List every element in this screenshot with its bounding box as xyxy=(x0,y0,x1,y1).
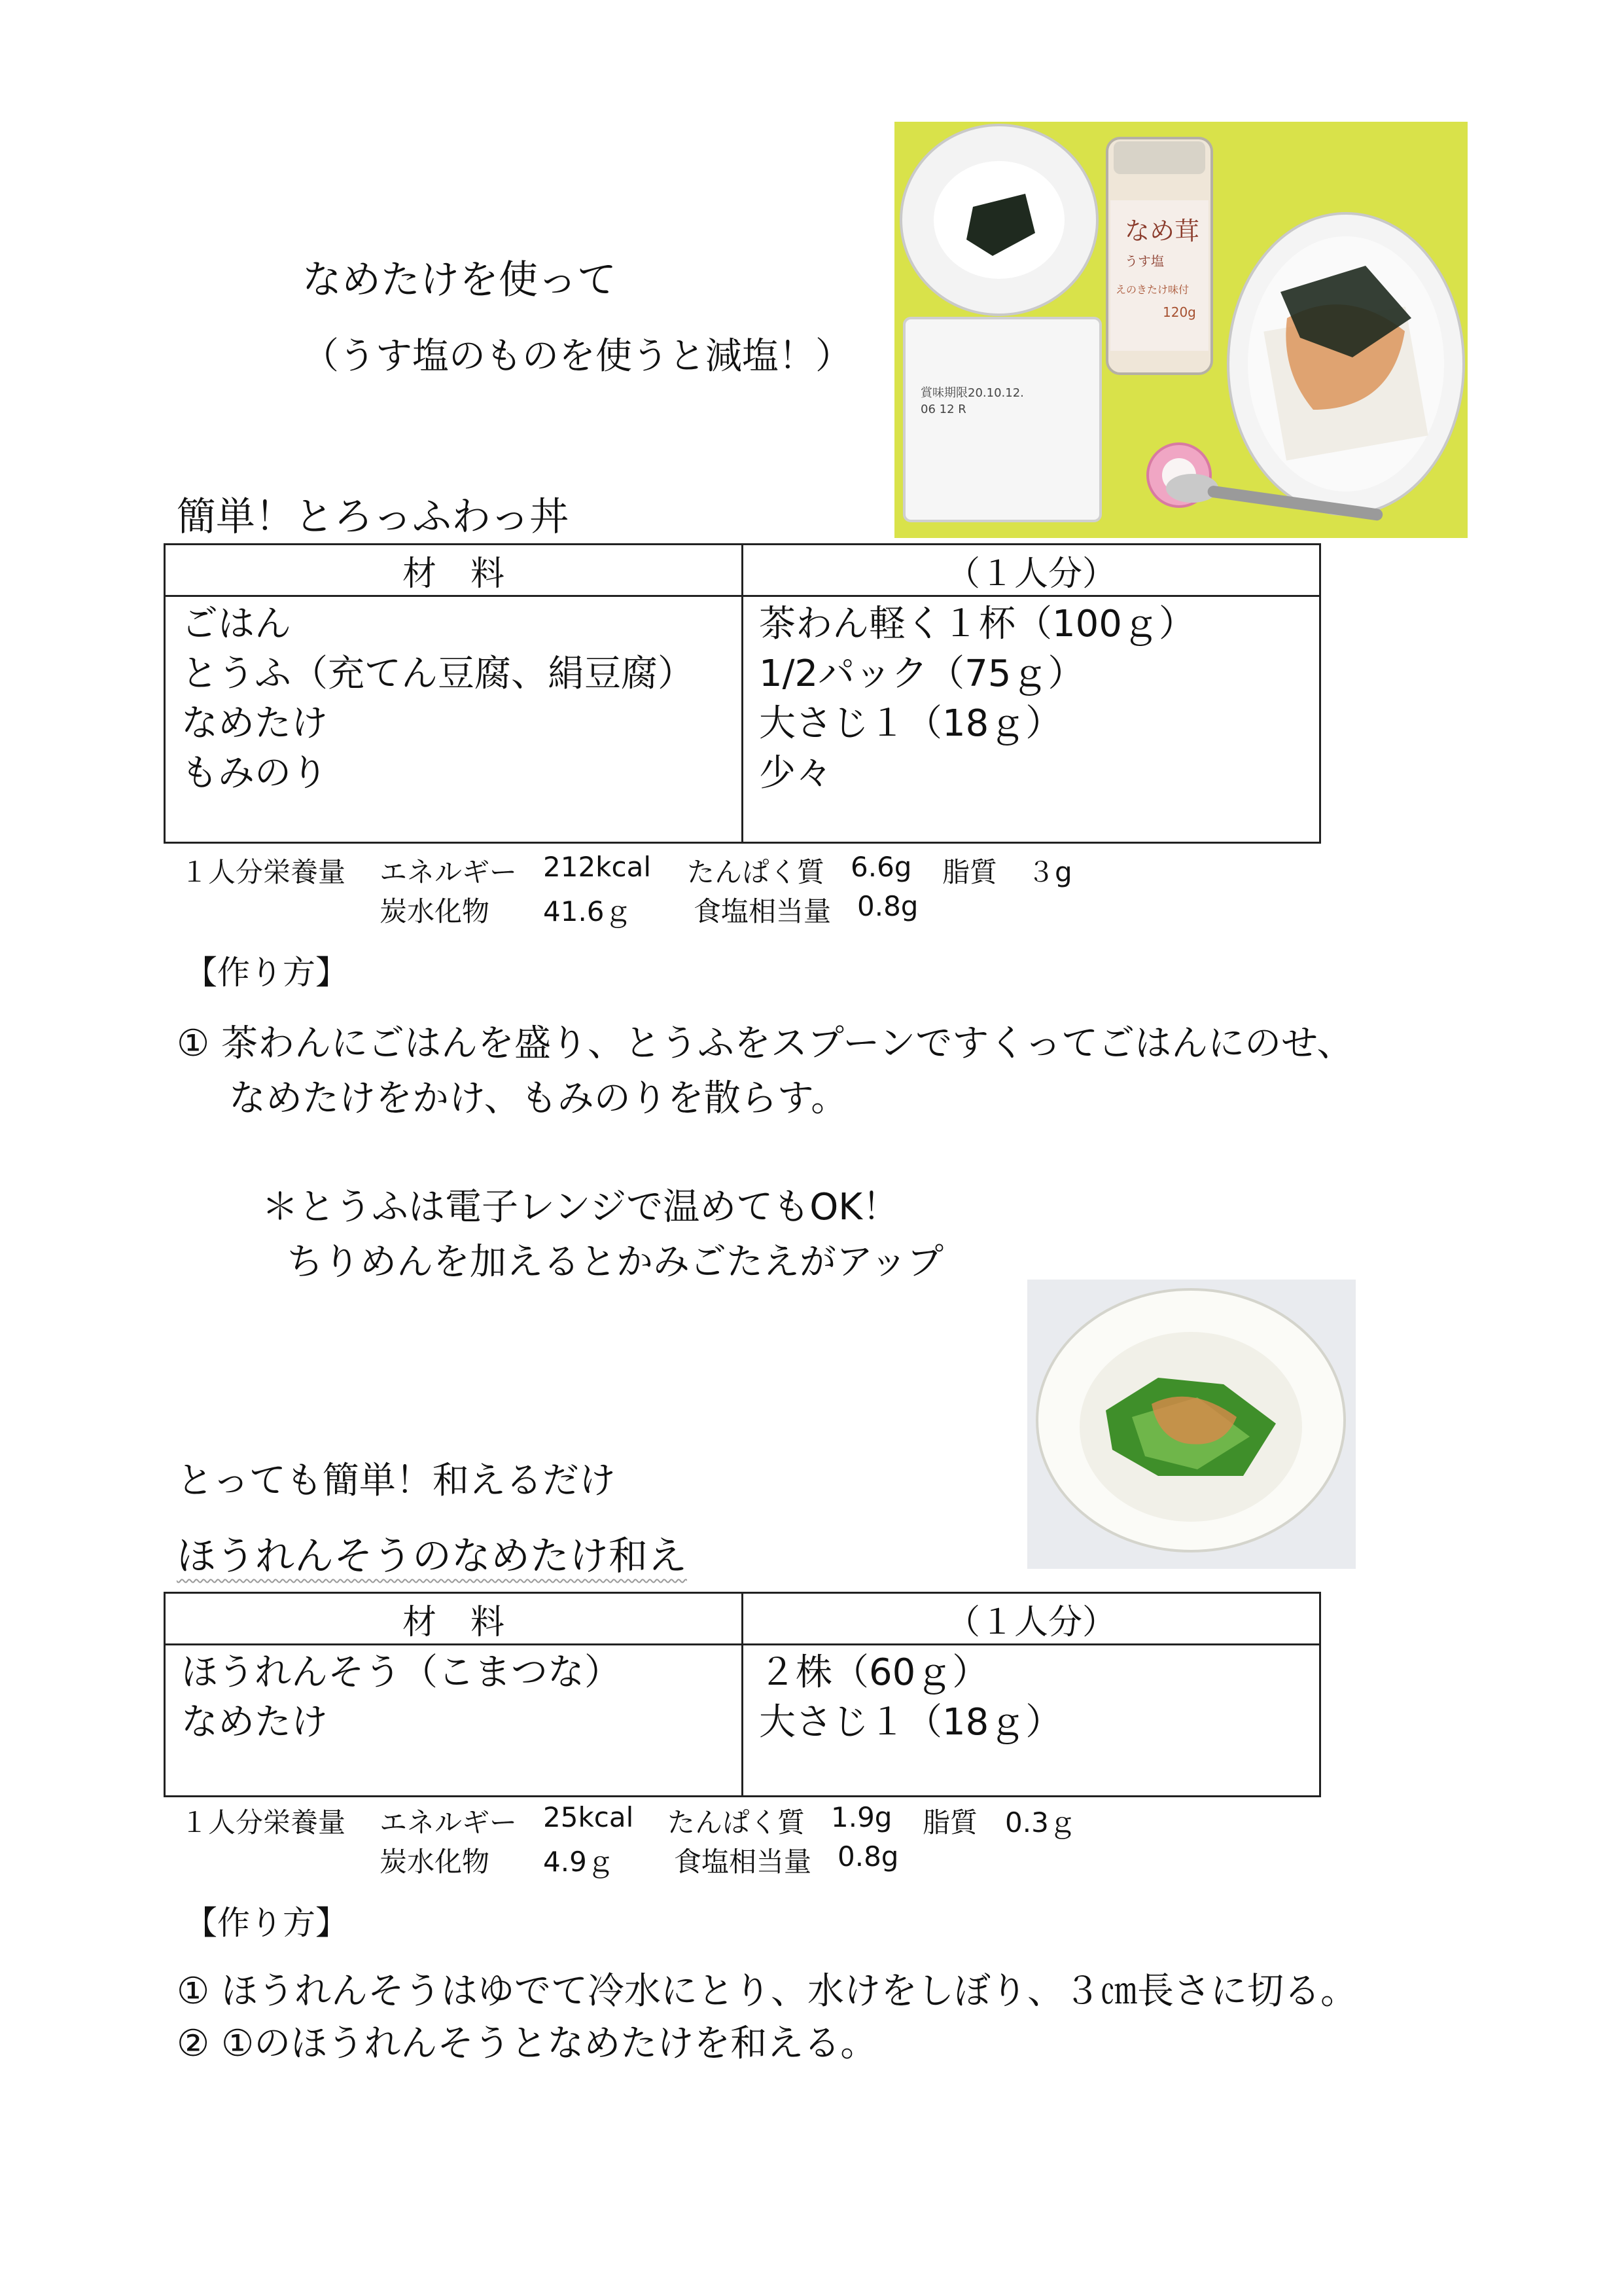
intro-subtitle: （うす塩のものを使うと減塩！） xyxy=(302,335,852,378)
recipe2-title: ほうれんそうのなめたけ和え xyxy=(177,1534,687,1579)
recipe1-fat-label: 脂質 xyxy=(942,856,998,888)
recipe1-nutrition-label: １人分栄養量 xyxy=(181,856,346,888)
ingredient-amount-cell xyxy=(743,1645,1320,1797)
ingredient-name: なめたけ xyxy=(181,702,328,745)
recipe2-protein-value: 1.9g xyxy=(831,1801,892,1833)
recipe1-ingredient-table xyxy=(164,543,1321,844)
photo-spinach-nametake xyxy=(1027,1280,1356,1569)
header-ingredients: 材 料 xyxy=(165,1593,743,1645)
recipe2-method-heading: 【作り方】 xyxy=(185,1904,348,1942)
tofu-pack-date: 賞味期限20.10.12. xyxy=(921,386,1024,400)
recipe1-protein-value: 6.6g xyxy=(851,851,912,883)
recipe2-step-2: ② ①のほうれんそうとなめたけを和える。 xyxy=(177,2022,877,2065)
recipe1-fat-value: ３g xyxy=(1027,856,1072,888)
recipe2-carb-value: 4.9ｇ xyxy=(543,1846,614,1878)
recipe1-energy-value: 212kcal xyxy=(543,851,651,883)
jar-sub1: うす塩 xyxy=(1125,253,1164,269)
recipe1-protein-label: たんぱく質 xyxy=(687,856,825,888)
ingredient-name: とうふ（充てん豆腐、絹豆腐） xyxy=(181,653,694,695)
ingredient-amount: 少々 xyxy=(759,752,832,795)
recipe1-method-heading: 【作り方】 xyxy=(185,954,348,992)
recipe2-salt-label: 食塩相当量 xyxy=(674,1846,812,1878)
header-amount: （１人分） xyxy=(743,545,1320,596)
recipe1-tip-1: ＊とうふは電子レンジで温めてもOK！ xyxy=(262,1186,900,1229)
intro-title: なめたけを使って xyxy=(302,257,616,303)
ingredient-amount: ２株（60ｇ） xyxy=(759,1651,989,1694)
recipe1-tip-2: ちりめんを加えるとかみごたえがアップ xyxy=(287,1241,944,1283)
recipe1-salt-label: 食塩相当量 xyxy=(694,895,832,927)
ingredient-amount: 大さじ１（18ｇ） xyxy=(759,1701,1063,1744)
ingredient-name: もみのり xyxy=(181,752,328,795)
photo-nametake-donburi-illustration xyxy=(894,122,1468,538)
recipe1-title: 簡単！とろっふわっ丼 xyxy=(177,494,569,540)
recipe1-carb-label: 炭水化物 xyxy=(380,895,490,927)
recipe2-ingredient-table xyxy=(164,1592,1321,1797)
recipe2-energy-value: 25kcal xyxy=(543,1801,634,1833)
recipe1-salt-value: 0.8g xyxy=(857,890,919,922)
recipe1-step-1-cont: なめたけをかけ、もみのりを散らす。 xyxy=(229,1077,848,1120)
ingredient-name: ごはん xyxy=(181,603,291,645)
table-body-row xyxy=(165,1645,1320,1797)
ingredient-amount: 大さじ１（18ｇ） xyxy=(759,702,1063,745)
ingredient-amount: 1/2パック（75ｇ） xyxy=(759,653,1085,695)
ingredient-name-cell xyxy=(165,1645,743,1797)
jar-brand: なめ茸 xyxy=(1125,217,1200,245)
recipe1-carb-value: 41.6ｇ xyxy=(543,895,632,927)
recipe1-step-1: ① 茶わんにごはんを盛り、とうふをスプーンですくってごはんにのせ、 xyxy=(177,1022,1354,1065)
header-ingredients: 材 料 xyxy=(165,545,743,596)
recipe2-fat-label: 脂質 xyxy=(923,1806,978,1839)
recipe2-fat-value: 0.3ｇ xyxy=(1005,1806,1076,1839)
recipe2-carb-label: 炭水化物 xyxy=(380,1846,490,1878)
table-header-row xyxy=(165,545,1320,596)
table-body-row xyxy=(165,596,1320,843)
ingredient-name: なめたけ xyxy=(181,1701,328,1744)
recipe2-energy-label: エネルギー xyxy=(380,1806,518,1839)
recipe1-energy-label: エネルギー xyxy=(380,856,518,888)
recipe2-protein-label: たんぱく質 xyxy=(667,1806,805,1839)
table-header-row xyxy=(165,1593,1320,1645)
ingredient-amount: 茶わん軽く１杯（100ｇ） xyxy=(759,603,1195,645)
recipe2-step-1: ① ほうれんそうはゆでて冷水にとり、水けをしぼり、３㎝長さに切る。 xyxy=(177,1970,1358,2013)
header-amount: （１人分） xyxy=(743,1593,1320,1645)
jar-sub2: えのきたけ味付 xyxy=(1116,283,1190,296)
photo-nametake-donburi xyxy=(894,122,1468,538)
ingredient-name-cell xyxy=(165,596,743,843)
recipe2-tagline: とっても簡単！和えるだけ xyxy=(177,1460,616,1502)
tofu-pack-code: 06 12 R xyxy=(921,403,966,416)
jar-weight: 120g xyxy=(1163,304,1196,320)
photo-spinach-nametake-illustration xyxy=(1027,1280,1356,1569)
recipe2-nutrition-label: １人分栄養量 xyxy=(181,1806,346,1839)
ingredient-amount-cell xyxy=(743,596,1320,843)
ingredient-name: ほうれんそう（こまつな） xyxy=(181,1651,621,1694)
recipe2-salt-value: 0.8g xyxy=(838,1840,899,1873)
